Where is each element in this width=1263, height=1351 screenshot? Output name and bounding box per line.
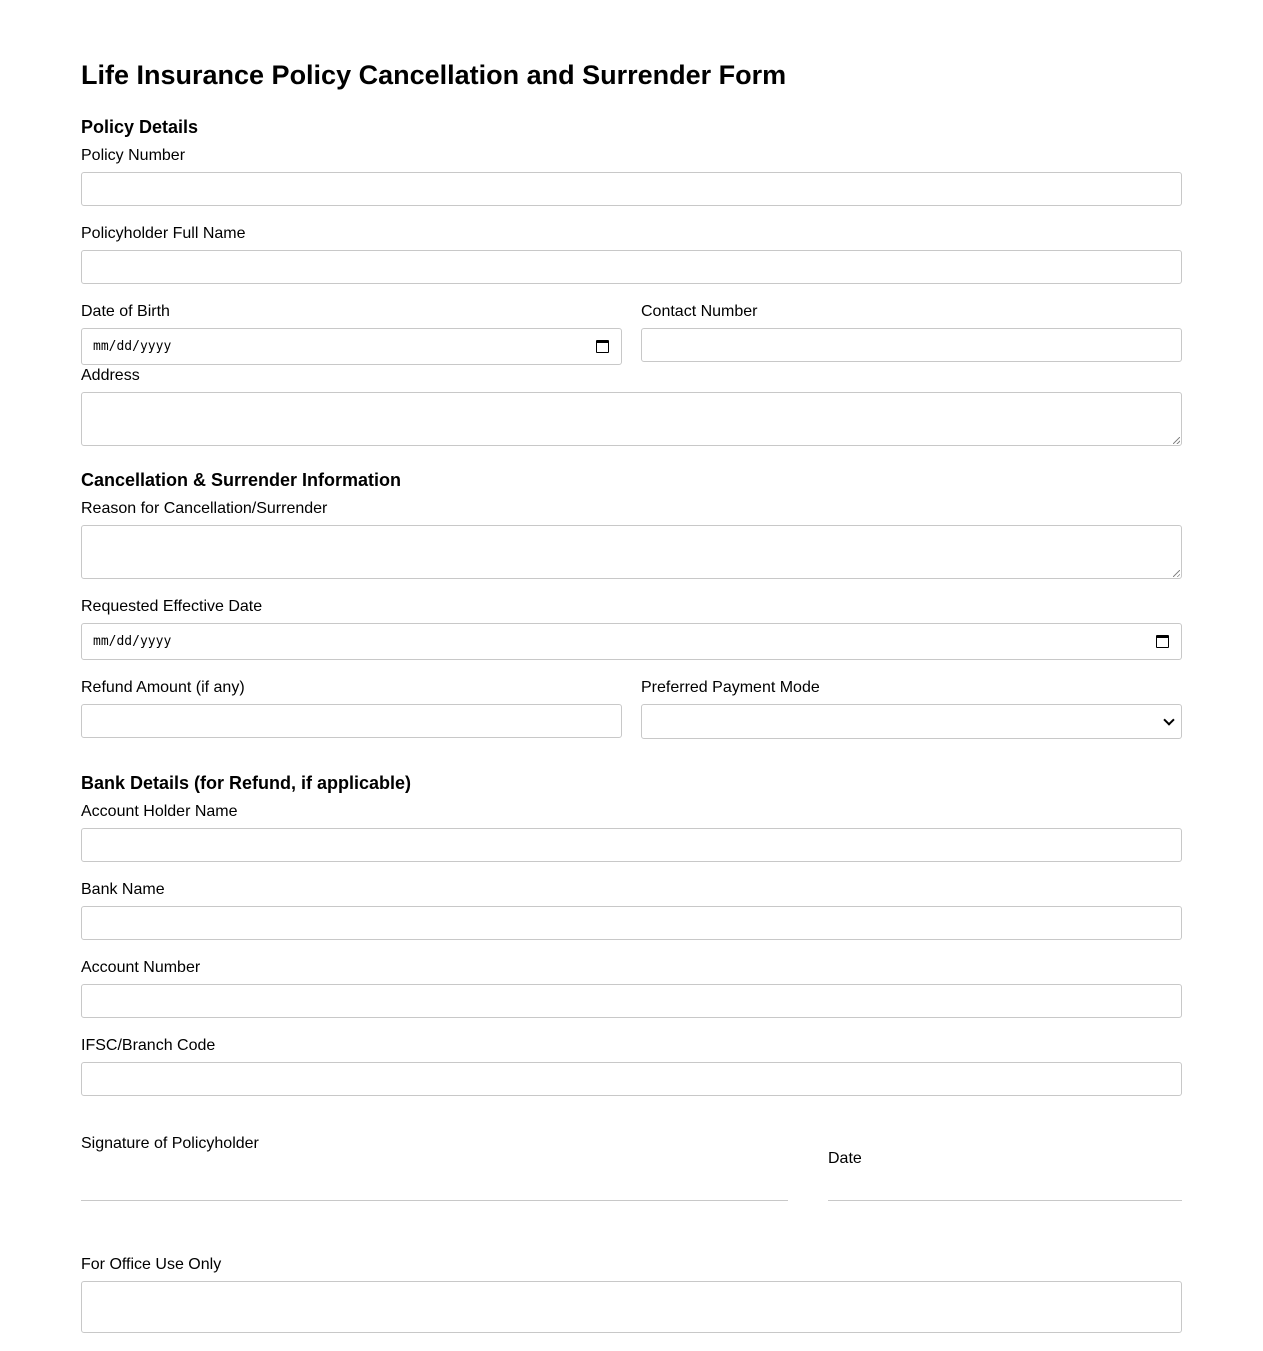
office-use-label: For Office Use Only [81, 1256, 222, 1273]
section-title-policy-details: Policy Details [81, 117, 199, 137]
office-use-box [81, 1281, 1182, 1333]
contact-number-label: Contact Number [641, 303, 758, 320]
page-title: Life Insurance Policy Cancellation and Surrender Form [81, 60, 787, 90]
resize-grip-icon[interactable] [1173, 570, 1180, 577]
policy-number-input[interactable] [81, 172, 1182, 206]
account-number-input[interactable] [81, 984, 1182, 1018]
signature-row [81, 1134, 1182, 1212]
calendar-icon[interactable] [596, 340, 609, 353]
effective-date-label: Requested Effective Date [81, 598, 263, 615]
dob-label: Date of Birth [81, 303, 170, 320]
payment-mode-label: Preferred Payment Mode [641, 679, 820, 696]
full-name-input[interactable] [81, 250, 1182, 284]
calendar-icon[interactable] [1156, 635, 1169, 648]
resize-grip-icon[interactable] [1173, 437, 1180, 444]
contact-number-input[interactable] [641, 328, 1182, 362]
address-label: Address [81, 367, 140, 384]
dob-contact-row [81, 302, 1182, 365]
bank-name-input[interactable] [81, 906, 1182, 940]
dob-date-input[interactable] [81, 328, 622, 365]
account-holder-input[interactable] [81, 828, 1182, 862]
signature-date-label: Date [828, 1150, 862, 1167]
reason-label: Reason for Cancellation/Surrender [81, 500, 328, 517]
effective-date-placeholder: mm/dd/yyyy [93, 634, 172, 649]
refund-amount-input[interactable] [81, 704, 622, 738]
address-textarea[interactable] [81, 392, 1182, 446]
chevron-down-icon [1163, 714, 1174, 725]
refund-payment-row [81, 678, 1182, 739]
ifsc-label: IFSC/Branch Code [81, 1037, 216, 1054]
bank-name-label: Bank Name [81, 881, 165, 898]
ifsc-input[interactable] [81, 1062, 1182, 1096]
signature-label: Signature of Policyholder [81, 1135, 259, 1152]
reason-textarea[interactable] [81, 525, 1182, 579]
refund-amount-label: Refund Amount (if any) [81, 679, 245, 696]
signature-date-line[interactable] [828, 1200, 1182, 1201]
signature-line[interactable] [81, 1200, 788, 1201]
payment-mode-select[interactable] [641, 704, 1182, 739]
account-holder-label: Account Holder Name [81, 803, 238, 820]
effective-date-input[interactable] [81, 623, 1182, 660]
section-title-bank-details: Bank Details (for Refund, if applicable) [81, 773, 412, 793]
full-name-label: Policyholder Full Name [81, 225, 246, 242]
section-title-cancellation: Cancellation & Surrender Information [81, 470, 402, 490]
policy-number-label: Policy Number [81, 147, 186, 164]
dob-placeholder: mm/dd/yyyy [93, 339, 172, 354]
account-number-label: Account Number [81, 959, 201, 976]
